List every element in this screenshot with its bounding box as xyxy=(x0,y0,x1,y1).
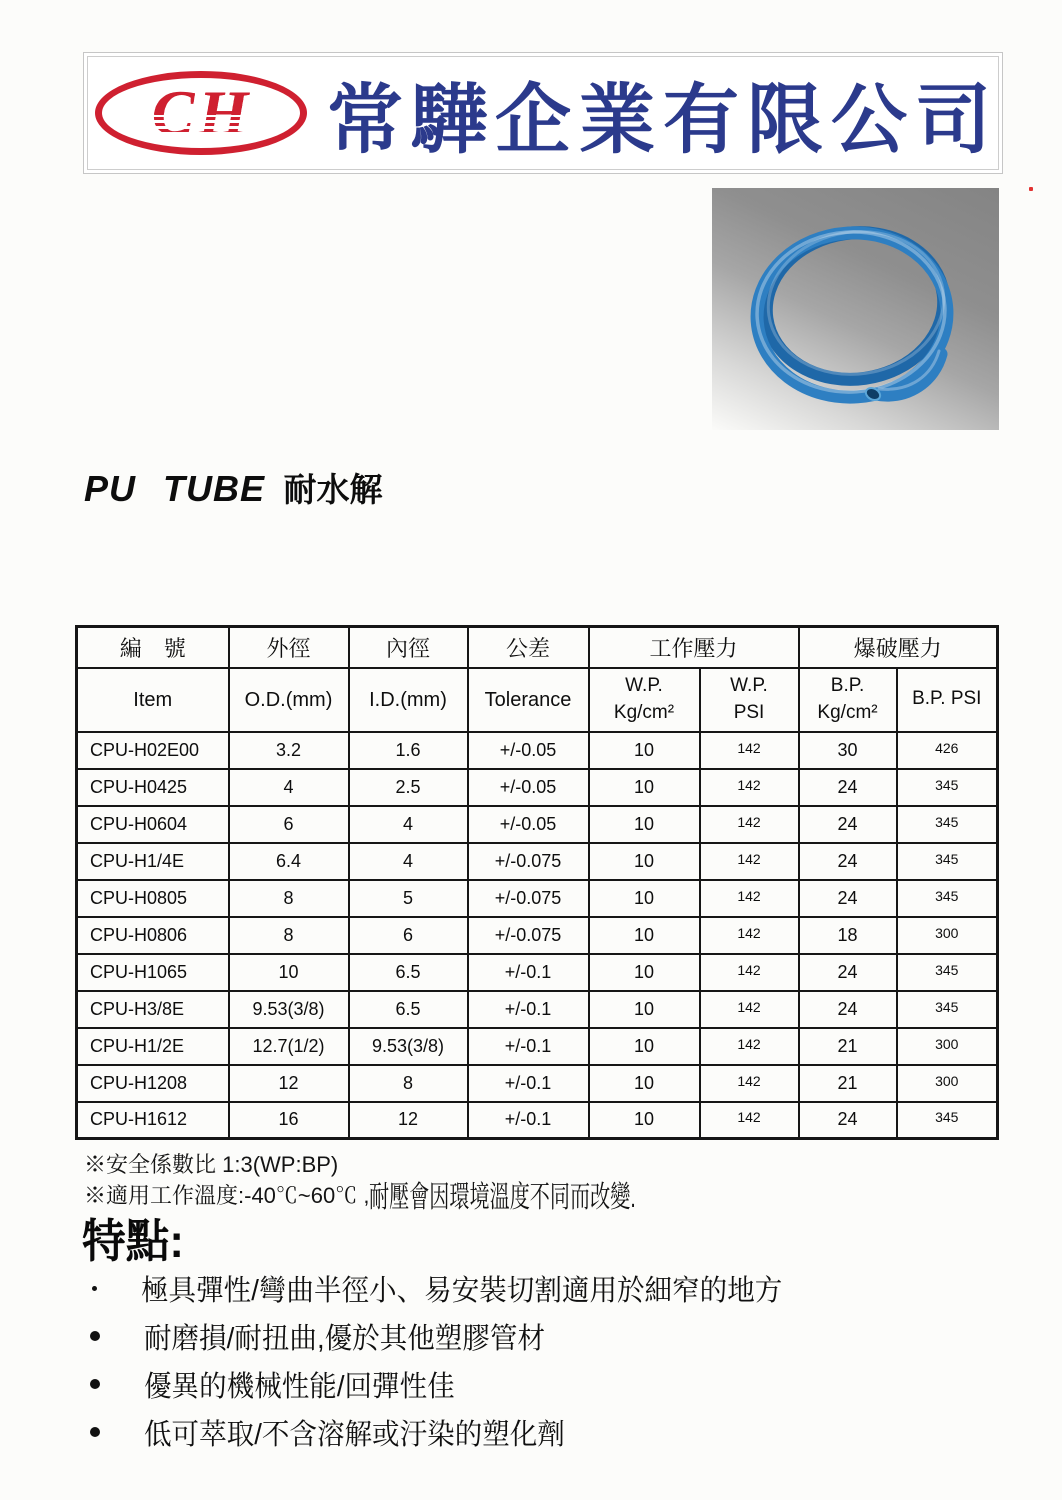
cell-value: 10 xyxy=(589,769,700,806)
cell-value: 142 xyxy=(700,1028,799,1065)
table-row xyxy=(77,843,998,880)
cell-value: 10 xyxy=(589,880,700,917)
col-item: Item xyxy=(77,668,229,732)
cell-item: CPU-H02E00 xyxy=(77,732,229,769)
cell-value: +/-0.075 xyxy=(468,880,589,917)
cell-value: 24 xyxy=(799,806,897,843)
cell-value: 5 xyxy=(349,880,468,917)
table-row xyxy=(77,732,998,769)
cell-value: 12 xyxy=(229,1065,349,1102)
cell-value: 6 xyxy=(229,806,349,843)
cell-value: 18 xyxy=(799,917,897,954)
company-header xyxy=(83,52,1003,174)
col-burst-pressure-group: 爆破壓力 xyxy=(799,627,998,668)
col-item-zh: 編 號 xyxy=(77,627,229,668)
product-image xyxy=(712,188,999,430)
cell-value: 21 xyxy=(799,1065,897,1102)
table-row xyxy=(77,917,998,954)
cell-value: 4 xyxy=(349,806,468,843)
table-row xyxy=(77,991,998,1028)
cell-value: 8 xyxy=(349,1065,468,1102)
cell-item: CPU-H0604 xyxy=(77,806,229,843)
col-od: O.D.(mm) xyxy=(229,668,349,732)
col-bp-kg xyxy=(799,668,897,732)
note-temperature-condensed: 耐壓會因環境溫度不同而改變. xyxy=(369,1181,637,1214)
table-row xyxy=(77,1028,998,1065)
cell-value: 10 xyxy=(589,1028,700,1065)
cell-value: 345 xyxy=(897,880,998,917)
cell-value: 10 xyxy=(589,954,700,991)
cell-value: +/-0.05 xyxy=(468,806,589,843)
table-row xyxy=(77,769,998,806)
cell-value: +/-0.05 xyxy=(468,769,589,806)
cell-value: 3.2 xyxy=(229,732,349,769)
cell-value: 345 xyxy=(897,843,998,880)
cell-value: 142 xyxy=(700,769,799,806)
cell-value: 9.53(3/8) xyxy=(229,991,349,1028)
cell-value: 6 xyxy=(349,917,468,954)
cell-value: 142 xyxy=(700,843,799,880)
cell-value: 10 xyxy=(589,1065,700,1102)
cell-item: CPU-H0806 xyxy=(77,917,229,954)
cell-value: +/-0.1 xyxy=(468,1102,589,1139)
cell-value: 10 xyxy=(589,991,700,1028)
cell-value: 24 xyxy=(799,954,897,991)
features-heading: 特點: xyxy=(82,1215,184,1267)
col-bp-psi: B.P. PSI xyxy=(897,668,998,732)
cell-value: +/-0.1 xyxy=(468,1028,589,1065)
feature-item xyxy=(84,1408,1024,1456)
table-row xyxy=(77,1102,998,1139)
table-row xyxy=(77,806,998,843)
cell-value: 10 xyxy=(589,917,700,954)
note-safety-factor: ※安全係數比 1:3(WP:BP) xyxy=(84,1152,339,1177)
product-title-en: PU TUBE xyxy=(84,468,266,509)
cell-value: 142 xyxy=(700,1065,799,1102)
cell-value: 142 xyxy=(700,806,799,843)
spec-table xyxy=(75,625,999,1140)
ch-logo xyxy=(95,71,307,155)
table-row xyxy=(77,954,998,991)
cell-value: 345 xyxy=(897,991,998,1028)
cell-item: CPU-H0805 xyxy=(77,880,229,917)
cell-value: +/-0.1 xyxy=(468,1065,589,1102)
feature-text: 低可萃取/不含溶解或汙染的塑化劑 xyxy=(144,1418,565,1451)
cell-value: 300 xyxy=(897,1028,998,1065)
cell-item: CPU-H3/8E xyxy=(77,991,229,1028)
cell-value: 9.53(3/8) xyxy=(349,1028,468,1065)
cell-value: 24 xyxy=(799,1102,897,1139)
col-od-zh: 外徑 xyxy=(229,627,349,668)
note-temperature-prefix: ※適用工作溫度:-40℃~60℃ , xyxy=(84,1183,370,1208)
cell-value: 21 xyxy=(799,1028,897,1065)
note-working-temperature xyxy=(84,1179,768,1213)
cell-item: CPU-H1/4E xyxy=(77,843,229,880)
cell-item: CPU-H1065 xyxy=(77,954,229,991)
col-bp-kg-line2: Kg/cm² xyxy=(817,701,878,723)
table-row xyxy=(77,1065,998,1102)
cell-value: 8 xyxy=(229,880,349,917)
feature-text: 極具彈性/彎曲半徑小、易安裝切割適用於細窄的地方 xyxy=(141,1274,783,1307)
bullet-icon xyxy=(92,1286,97,1291)
col-bp-kg-line1: B.P. xyxy=(830,674,865,696)
cell-value: 24 xyxy=(799,843,897,880)
col-wp-psi-line1: W.P. xyxy=(730,674,768,696)
cell-value: +/-0.1 xyxy=(468,991,589,1028)
cell-value: 10 xyxy=(589,843,700,880)
cell-value: 345 xyxy=(897,806,998,843)
col-id-zh: 內徑 xyxy=(349,627,468,668)
cell-value: 345 xyxy=(897,769,998,806)
cell-value: 10 xyxy=(589,806,700,843)
cell-value: 10 xyxy=(589,1102,700,1139)
cell-value: 6.5 xyxy=(349,991,468,1028)
product-title-zh: 耐水解 xyxy=(283,471,383,508)
cell-value: 345 xyxy=(897,954,998,991)
cell-value: 12.7(1/2) xyxy=(229,1028,349,1065)
col-wp-psi xyxy=(700,668,799,732)
col-id: I.D.(mm) xyxy=(349,668,468,732)
cell-item: CPU-H0425 xyxy=(77,769,229,806)
red-dot-mark xyxy=(1029,187,1033,191)
feature-item xyxy=(84,1360,1024,1408)
cell-value: 12 xyxy=(349,1102,468,1139)
cell-value: 142 xyxy=(700,880,799,917)
cell-value: 142 xyxy=(700,917,799,954)
cell-value: 4 xyxy=(349,843,468,880)
cell-value: 142 xyxy=(700,954,799,991)
feature-item xyxy=(84,1312,1024,1360)
ch-logo-initials: CH xyxy=(151,77,253,148)
cell-item: CPU-H1208 xyxy=(77,1065,229,1102)
cell-value: 4 xyxy=(229,769,349,806)
cell-value: 24 xyxy=(799,991,897,1028)
cell-value: 6.5 xyxy=(349,954,468,991)
bullet-icon xyxy=(90,1427,100,1437)
cell-value: 30 xyxy=(799,732,897,769)
cell-value: 1.6 xyxy=(349,732,468,769)
cell-value: +/-0.075 xyxy=(468,843,589,880)
col-wp-psi-line2: PSI xyxy=(733,701,765,723)
cell-item: CPU-H1612 xyxy=(77,1102,229,1139)
cell-value: 10 xyxy=(589,732,700,769)
page-title xyxy=(84,464,382,511)
table-header-row-en xyxy=(77,668,998,732)
feature-text: 優異的機械性能/回彈性佳 xyxy=(144,1370,455,1403)
table-row xyxy=(77,880,998,917)
features-list xyxy=(84,1264,1024,1456)
cell-value: +/-0.05 xyxy=(468,732,589,769)
table-header-row-zh xyxy=(77,627,998,668)
tube-coil-illustration xyxy=(712,188,999,430)
cell-value: 10 xyxy=(229,954,349,991)
cell-value: 300 xyxy=(897,1065,998,1102)
cell-value: 142 xyxy=(700,732,799,769)
cell-value: 24 xyxy=(799,880,897,917)
col-wp-kg xyxy=(589,668,700,732)
feature-item xyxy=(84,1264,1024,1312)
cell-value: 300 xyxy=(897,917,998,954)
bullet-icon xyxy=(90,1379,100,1389)
col-wp-kg-line2: Kg/cm² xyxy=(613,701,675,723)
cell-value: 6.4 xyxy=(229,843,349,880)
cell-value: 142 xyxy=(700,991,799,1028)
cell-value: 345 xyxy=(897,1102,998,1139)
cell-value: 426 xyxy=(897,732,998,769)
cell-item: CPU-H1/2E xyxy=(77,1028,229,1065)
col-tolerance-zh: 公差 xyxy=(468,627,589,668)
cell-value: 16 xyxy=(229,1102,349,1139)
col-tolerance: Tolerance xyxy=(468,668,589,732)
bullet-icon xyxy=(90,1331,100,1341)
col-working-pressure-group: 工作壓力 xyxy=(589,627,799,668)
cell-value: 142 xyxy=(700,1102,799,1139)
col-wp-kg-line1: W.P. xyxy=(625,674,663,696)
cell-value: +/-0.1 xyxy=(468,954,589,991)
cell-value: 8 xyxy=(229,917,349,954)
cell-value: 24 xyxy=(799,769,897,806)
cell-value: +/-0.075 xyxy=(468,917,589,954)
company-name: 常驊企業有限公司 xyxy=(327,78,999,163)
cell-value: 2.5 xyxy=(349,769,468,806)
feature-text: 耐磨損/耐扭曲,優於其他塑膠管材 xyxy=(144,1322,546,1355)
